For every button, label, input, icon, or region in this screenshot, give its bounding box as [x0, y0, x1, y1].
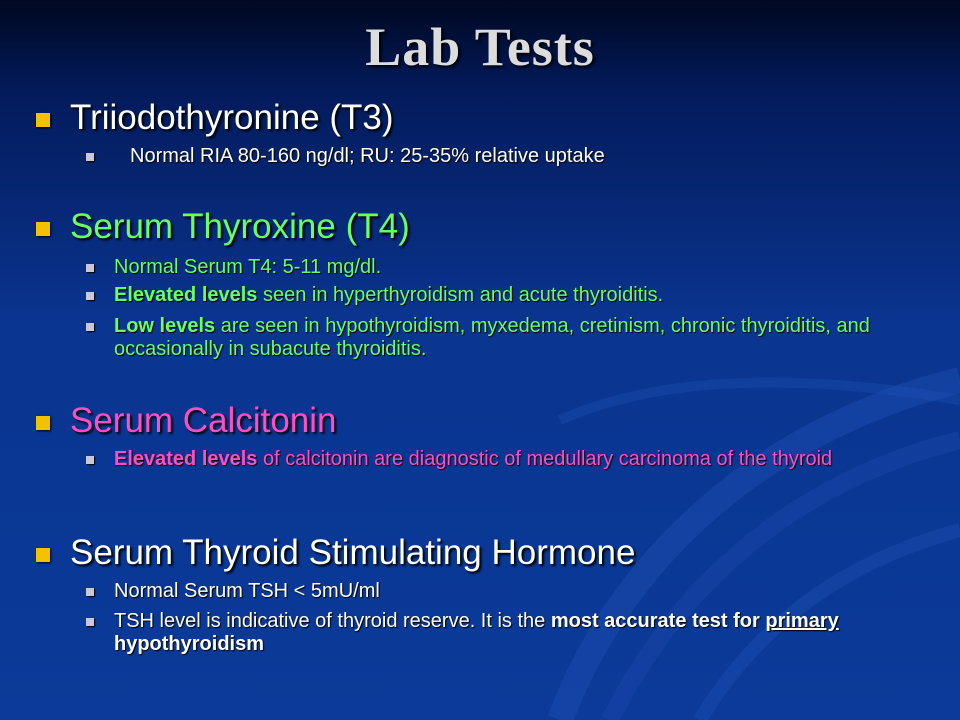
- sub-bullet-icon: [86, 323, 94, 331]
- t4-heading: Serum Thyroxine (T4): [70, 207, 410, 246]
- tsh-reserve-bold2: hypothyroidism: [114, 633, 265, 655]
- bullet-square-icon: [36, 113, 50, 127]
- calcitonin-heading: Serum Calcitonin: [70, 401, 337, 440]
- tsh-heading: Serum Thyroid Stimulating Hormone: [70, 533, 636, 572]
- t4-low-bold: Low levels: [114, 315, 216, 337]
- sub-bullet-icon: [86, 264, 94, 272]
- t4-elevated-bold: Elevated levels: [114, 284, 258, 306]
- t4-low-text: [114, 315, 914, 361]
- tsh-reserve-prefix: TSH level is indicative of thyroid reserve. It is the: [114, 610, 551, 632]
- t4-elevated-rest: seen in hyperthyroidism and acute thyroiditis.: [257, 284, 664, 306]
- tsh-reserve-text: [114, 610, 914, 656]
- slide-title: Lab Tests: [365, 17, 595, 77]
- sub-bullet-icon: [86, 618, 94, 626]
- t4-low-rest: are seen in hypothyroidism, myxedema, cretinism, chronic thyroiditis, and occasionally in subacute thyroiditis.: [114, 315, 870, 360]
- bullet-square-icon: [36, 548, 50, 562]
- tsh-normal: Normal Serum TSH < 5mU/ml: [114, 580, 380, 602]
- bullet-square-icon: [36, 222, 50, 236]
- t3-heading: Triiodothyronine (T3): [70, 98, 394, 137]
- calcitonin-elevated-rest: of calcitonin are diagnostic of medullary carcinoma of the thyroid: [257, 448, 833, 470]
- t3-normal: Normal RIA 80-160 ng/dl; RU: 25-35% relative uptake: [130, 145, 605, 167]
- sub-bullet-icon: [86, 456, 94, 464]
- sub-bullet-icon: [86, 588, 94, 596]
- t4-elevated-text: [114, 284, 914, 307]
- bullet-square-icon: [36, 416, 50, 430]
- calcitonin-elevated-bold: Elevated levels: [114, 448, 258, 470]
- sub-bullet-icon: [86, 153, 94, 161]
- t4-normal: Normal Serum T4: 5-11 mg/dl.: [114, 256, 382, 278]
- sub-bullet-icon: [86, 292, 94, 300]
- tsh-reserve-underline: primary: [765, 610, 839, 632]
- tsh-reserve-bold1: most accurate test for: [550, 610, 766, 632]
- calcitonin-elevated-text: [114, 448, 914, 471]
